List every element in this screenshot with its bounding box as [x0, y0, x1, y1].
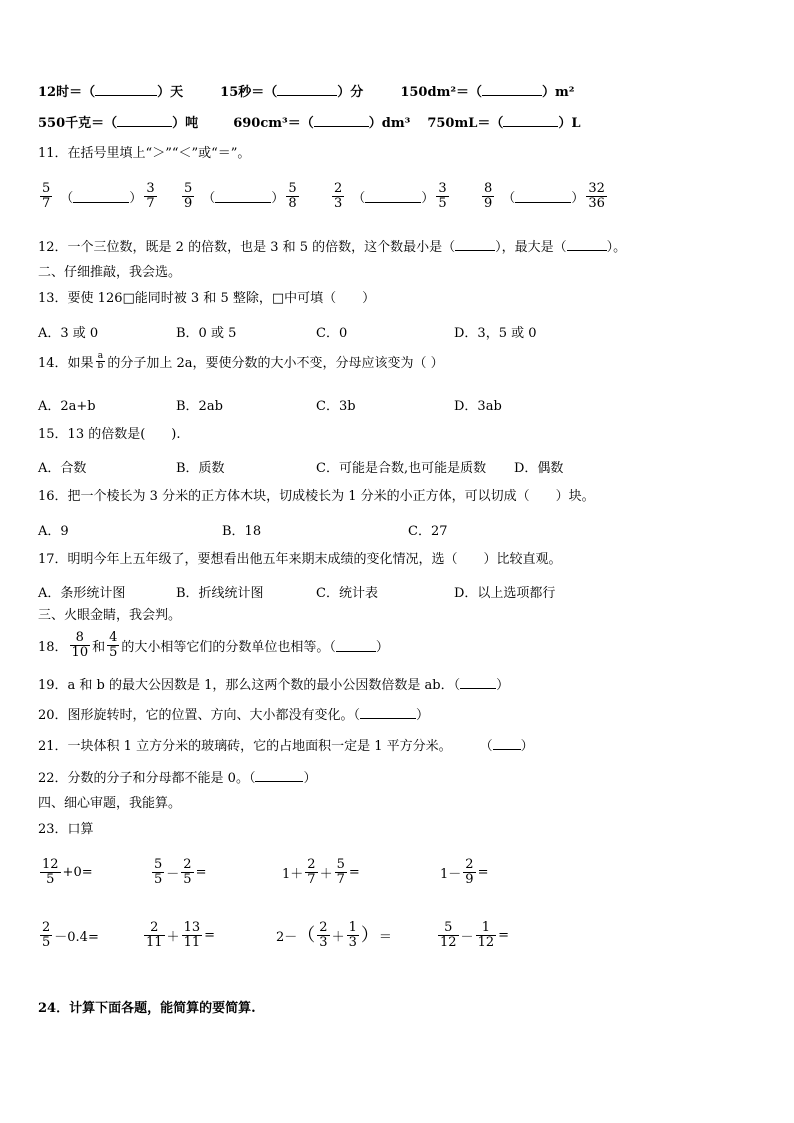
conversion-row-2: [38, 114, 581, 133]
answer-blank[interactable]: [503, 114, 558, 127]
fraction: $\frac{2}{5}$: [183, 857, 192, 887]
answer-blank[interactable]: [277, 83, 337, 96]
fraction: $\frac{2}{9}$: [465, 857, 474, 887]
judge-blank[interactable]: [336, 639, 376, 652]
question-18: 18． $\frac{8}{10}$ 和 $\frac{4}{5}$ 的大小相等它们的分数单位也相等。（ ）: [38, 630, 389, 660]
answer-blank[interactable]: [482, 83, 542, 96]
fraction: $\frac{32}{36}$: [588, 181, 605, 211]
question-13: 13．要使 126□能同时被 3 和 5 整除，□中可填（ ）: [38, 291, 376, 306]
answer-blank[interactable]: [455, 238, 495, 251]
calc-expression-8: $\frac{5}{12}$ － $\frac{1}{12}$ =: [440, 920, 510, 950]
option-c[interactable]: C．统计表: [316, 586, 378, 601]
calc-expression-3: 1＋ $\frac{2}{7}$ ＋ $\frac{5}{7}$ =: [282, 857, 360, 887]
answer-blank[interactable]: [314, 114, 369, 127]
section-2-heading: 二、仔细推敲，我会选。: [38, 265, 182, 280]
option-c[interactable]: C．3b: [316, 399, 356, 414]
conv-150dm2: 150dm²＝（ ）m²: [400, 85, 575, 100]
fraction: $\frac{5}{8}$: [288, 181, 297, 211]
compare-pair-2: $\frac{5}{9}$ （ ） $\frac{5}{8}$: [184, 181, 297, 211]
section-4-heading: 四、细心审题，我能算。: [38, 796, 182, 811]
option-c[interactable]: C．27: [408, 524, 448, 539]
compare-blank[interactable]: [215, 190, 271, 203]
fraction: $\frac{5}{7}$: [42, 181, 51, 211]
answer-blank[interactable]: [117, 114, 172, 127]
conv-690cm3: 690cm³＝（ ）dm³: [233, 116, 411, 131]
option-b[interactable]: B．18: [222, 524, 262, 539]
fraction: $\frac{3}{5}$: [438, 181, 447, 211]
fraction: $\frac{2}{7}$: [307, 857, 316, 887]
calc-expression-2: $\frac{5}{5}$ － $\frac{2}{5}$ =: [154, 857, 207, 887]
option-a[interactable]: A．合数: [38, 461, 87, 476]
calc-expression-6: $\frac{2}{11}$ ＋ $\frac{13}{11}$ =: [146, 920, 216, 950]
question-24: 24．计算下面各题，能简算的要简算.: [38, 1001, 256, 1016]
judge-blank[interactable]: [493, 737, 521, 750]
fraction: $\frac{3}{7}$: [146, 181, 155, 211]
conv-15s: 15秒＝（ ）分: [220, 85, 364, 100]
section-3-heading: 三、火眼金睛，我会判。: [38, 608, 182, 623]
fraction: $\frac{8}{9}$: [484, 181, 493, 211]
question-11: 11．在括号里填上“＞”“＜”或“＝”。: [38, 146, 251, 161]
fraction: $\frac{5}{5}$: [154, 857, 163, 887]
question-22: 22．分数的分子和分母都不能是 0。（ ）: [38, 771, 317, 786]
conversion-row-1: [38, 83, 574, 102]
fraction: $\frac{5}{9}$: [184, 181, 193, 211]
fraction: $\frac{1}{3}$: [348, 920, 357, 950]
answer-blank[interactable]: [567, 238, 607, 251]
option-d[interactable]: D．3，5 或 0: [454, 326, 537, 341]
compare-pair-3: $\frac{2}{3}$ （ ） $\frac{3}{5}$: [334, 181, 447, 211]
question-17: 17．明明今年上五年级了，要想看出他五年来期末成绩的变化情况，选（ ）比较直观。: [38, 552, 562, 567]
fraction: $\frac{2}{5}$: [42, 920, 51, 950]
judge-blank[interactable]: [460, 676, 496, 689]
calc-expression-4: 1－ $\frac{2}{9}$ =: [440, 857, 489, 887]
fraction: $\frac{5}{12}$: [440, 920, 457, 950]
option-d[interactable]: D．3ab: [454, 399, 502, 414]
calc-expression-7: 2－ （ $\frac{2}{3}$ ＋ $\frac{1}{3}$ ） ＝: [276, 920, 392, 950]
fraction: $\frac{2}{3}$: [319, 920, 328, 950]
fraction: $\frac{2}{3}$: [334, 181, 343, 211]
compare-pair-1: $\frac{5}{7}$ （ ） $\frac{3}{7}$: [42, 181, 155, 211]
calc-expression-5: $\frac{2}{5}$ －0.4=: [42, 920, 99, 950]
fraction: $\frac{8}{10}$: [71, 630, 89, 660]
compare-blank[interactable]: [73, 190, 129, 203]
conv-750ml: 750mL＝（ ）L: [427, 116, 581, 131]
compare-blank[interactable]: [365, 190, 421, 203]
question-21: 21．一块体积 1 立方分米的玻璃砖，它的占地面积一定是 1 平方分米。 （ ）: [38, 739, 534, 754]
question-12: 12．一个三位数，既是 2 的倍数，也是 3 和 5 的倍数，这个数最小是（ ），最大是（ ）。: [38, 240, 627, 255]
option-a[interactable]: A．3 或 0: [38, 326, 99, 341]
answer-blank[interactable]: [95, 83, 157, 96]
option-a[interactable]: A．9: [38, 524, 69, 539]
option-b[interactable]: B．折线统计图: [176, 586, 264, 601]
fraction: $\frac{12}{5}$: [42, 857, 59, 887]
fraction: $\frac{13}{11}$: [183, 920, 201, 950]
option-c[interactable]: C．0: [316, 326, 348, 341]
question-15: 15．13 的倍数是( ).: [38, 427, 181, 442]
option-d[interactable]: D．偶数: [514, 461, 564, 476]
option-d[interactable]: D．以上选项都行: [454, 586, 556, 601]
option-a[interactable]: A．条形统计图: [38, 586, 126, 601]
judge-blank[interactable]: [360, 706, 416, 719]
question-23: 23．口算: [38, 822, 94, 837]
option-a[interactable]: A．2a+b: [38, 399, 96, 414]
fraction: $\frac{2}{11}$: [146, 920, 163, 950]
option-b[interactable]: B．2ab: [176, 399, 223, 414]
fraction: $\frac{a}{b}$: [97, 351, 104, 371]
compare-blank[interactable]: [515, 190, 571, 203]
calc-expression-1: $\frac{12}{5}$ +0=: [42, 857, 93, 887]
option-b[interactable]: B．质数: [176, 461, 225, 476]
question-20: 20．图形旋转时，它的位置、方向、大小都没有变化。（ ）: [38, 708, 430, 723]
fraction: $\frac{4}{5}$: [109, 630, 118, 660]
fraction: $\frac{1}{12}$: [477, 920, 495, 950]
conv-550kg: 550千克＝（ ）吨: [38, 116, 199, 131]
option-b[interactable]: B．0 或 5: [176, 326, 237, 341]
compare-pair-4: $\frac{8}{9}$ （ ） $\frac{32}{36}$: [484, 181, 605, 211]
option-c[interactable]: C．可能是合数,也可能是质数: [316, 461, 487, 476]
question-19: 19．a 和 b 的最大公因数是 1，那么这两个数的最小公因数倍数是 ab．（ ）: [38, 678, 510, 693]
question-16: 16．把一个棱长为 3 分米的正方体木块，切成棱长为 1 分米的小正方体，可以切成（ ）块。: [38, 489, 595, 504]
conv-12h: 12时＝（ ）天: [38, 85, 184, 100]
fraction: $\frac{5}{7}$: [336, 857, 345, 887]
question-14: 14．如果 $\frac{a}{b}$ 的分子加上 2a，要使分数的大小不变，分母应该变为（ ）: [38, 351, 444, 371]
judge-blank[interactable]: [255, 769, 303, 782]
